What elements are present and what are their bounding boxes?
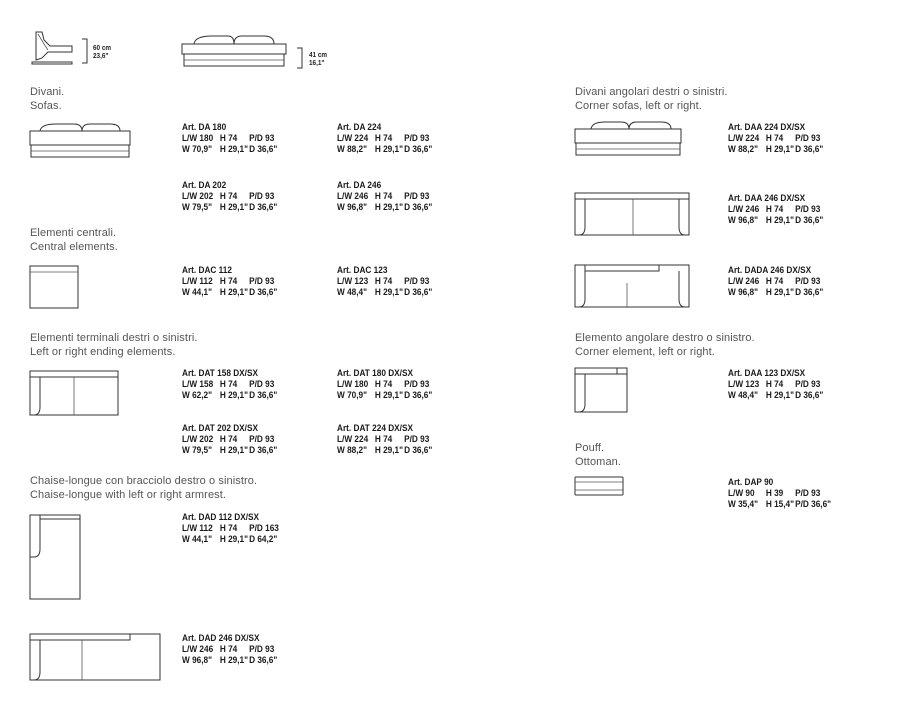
spec-dap90: Art. DAP 90 L/W 90 H 39 P/D 93 W 35,4" H 15,4"P/D 36,6" — [728, 477, 832, 511]
spec-da180: Art. DA 180 L/W 180 H 74 P/D 93 W 70,9" H 29,1"D 36,6" — [182, 122, 278, 156]
section-chaise-longue: Chaise-longue con bracciolo destro o sinistro. Chaise-longue with left or right armrest. — [30, 475, 258, 501]
corner-sofa-224-drawing — [575, 121, 685, 159]
section-sofas: Divani. Sofas. — [30, 86, 65, 112]
spec-da202: Art. DA 202 L/W 202 H 74 P/D 93 W 79,5" H 29,1"D 36,6" — [182, 180, 278, 214]
ottoman-drawing — [575, 477, 625, 497]
sofa-da-drawing — [30, 123, 132, 161]
corner-element-drawing — [575, 368, 629, 414]
spec-da246: Art. DA 246 L/W 246 H 74 P/D 93 W 96,8" H 29,1"D 36,6" — [337, 180, 433, 214]
section-corner-sofas: Divani angolari destri o sinistri. Corner sofas, left or right. — [575, 86, 728, 112]
central-element-drawing — [30, 266, 80, 310]
spec-dad246: Art. DAD 246 DX/SX L/W 246 H 74 P/D 93 W 96,8" H 29,1"D 36,6" — [182, 633, 278, 667]
section-corner-element: Elemento angolare destro o sinistro. Corner element, left or right. — [575, 332, 755, 358]
chaise-longue-112-drawing — [30, 515, 82, 601]
spec-dac123: Art. DAC 123 L/W 123 H 74 P/D 93 W 48,4" H 29,1"D 36,6" — [337, 265, 433, 299]
seat-height-bracket — [82, 38, 90, 64]
corner-sofa-dada246-drawing — [575, 265, 691, 309]
spec-dat202: Art. DAT 202 DX/SX L/W 202 H 74 P/D 93 W 79,5" H 29,1"D 36,6" — [182, 423, 278, 457]
spec-daa224: Art. DAA 224 DX/SX L/W 224 H 74 P/D 93 W 88,2" H 29,1"D 36,6" — [728, 122, 824, 156]
spec-dada246: Art. DADA 246 DX/SX L/W 246 H 74 P/D 93 W 96,8" H 29,1"D 36,6" — [728, 265, 824, 299]
spec-dat224: Art. DAT 224 DX/SX L/W 224 H 74 P/D 93 W 88,2" H 29,1"D 36,6" — [337, 423, 433, 457]
corner-sofa-246-drawing — [575, 193, 691, 237]
spec-dat180: Art. DAT 180 DX/SX L/W 180 H 74 P/D 93 W 70,9" H 29,1"D 36,6" — [337, 368, 433, 402]
chair-height-dim: 60 cm 23,6" — [93, 43, 112, 60]
section-ottoman: Pouff. Ottoman. — [575, 442, 622, 468]
sofa-height-dim: 41 cm 16,1" — [309, 50, 328, 67]
spec-dad112: Art. DAD 112 DX/SX L/W 112 H 74 P/D 163 W 44,1" H 29,1"D 64,2" — [182, 512, 279, 546]
section-central-elements: Elementi centrali. Central elements. — [30, 227, 118, 253]
section-ending-elements: Elementi terminali destri o sinistri. Left or right ending elements. — [30, 332, 198, 358]
spec-daa246: Art. DAA 246 DX/SX L/W 246 H 74 P/D 93 W 96,8" H 29,1"D 36,6" — [728, 193, 824, 227]
spec-da224: Art. DA 224 L/W 224 H 74 P/D 93 W 88,2" H 29,1"D 36,6" — [337, 122, 433, 156]
chaise-longue-246-drawing — [30, 634, 162, 682]
side-profile-drawing — [28, 30, 78, 66]
spec-dac112: Art. DAC 112 L/W 112 H 74 P/D 93 W 44,1" H 29,1"D 36,6" — [182, 265, 278, 299]
front-elevation-drawing — [182, 34, 290, 70]
spec-dat158: Art. DAT 158 DX/SX L/W 158 H 74 P/D 93 W 62,2" H 29,1"D 36,6" — [182, 368, 278, 402]
ending-element-drawing — [30, 371, 120, 417]
sofa-height-bracket — [297, 47, 305, 69]
spec-daa123: Art. DAA 123 DX/SX L/W 123 H 74 P/D 93 W 48,4" H 29,1"D 36,6" — [728, 368, 824, 402]
